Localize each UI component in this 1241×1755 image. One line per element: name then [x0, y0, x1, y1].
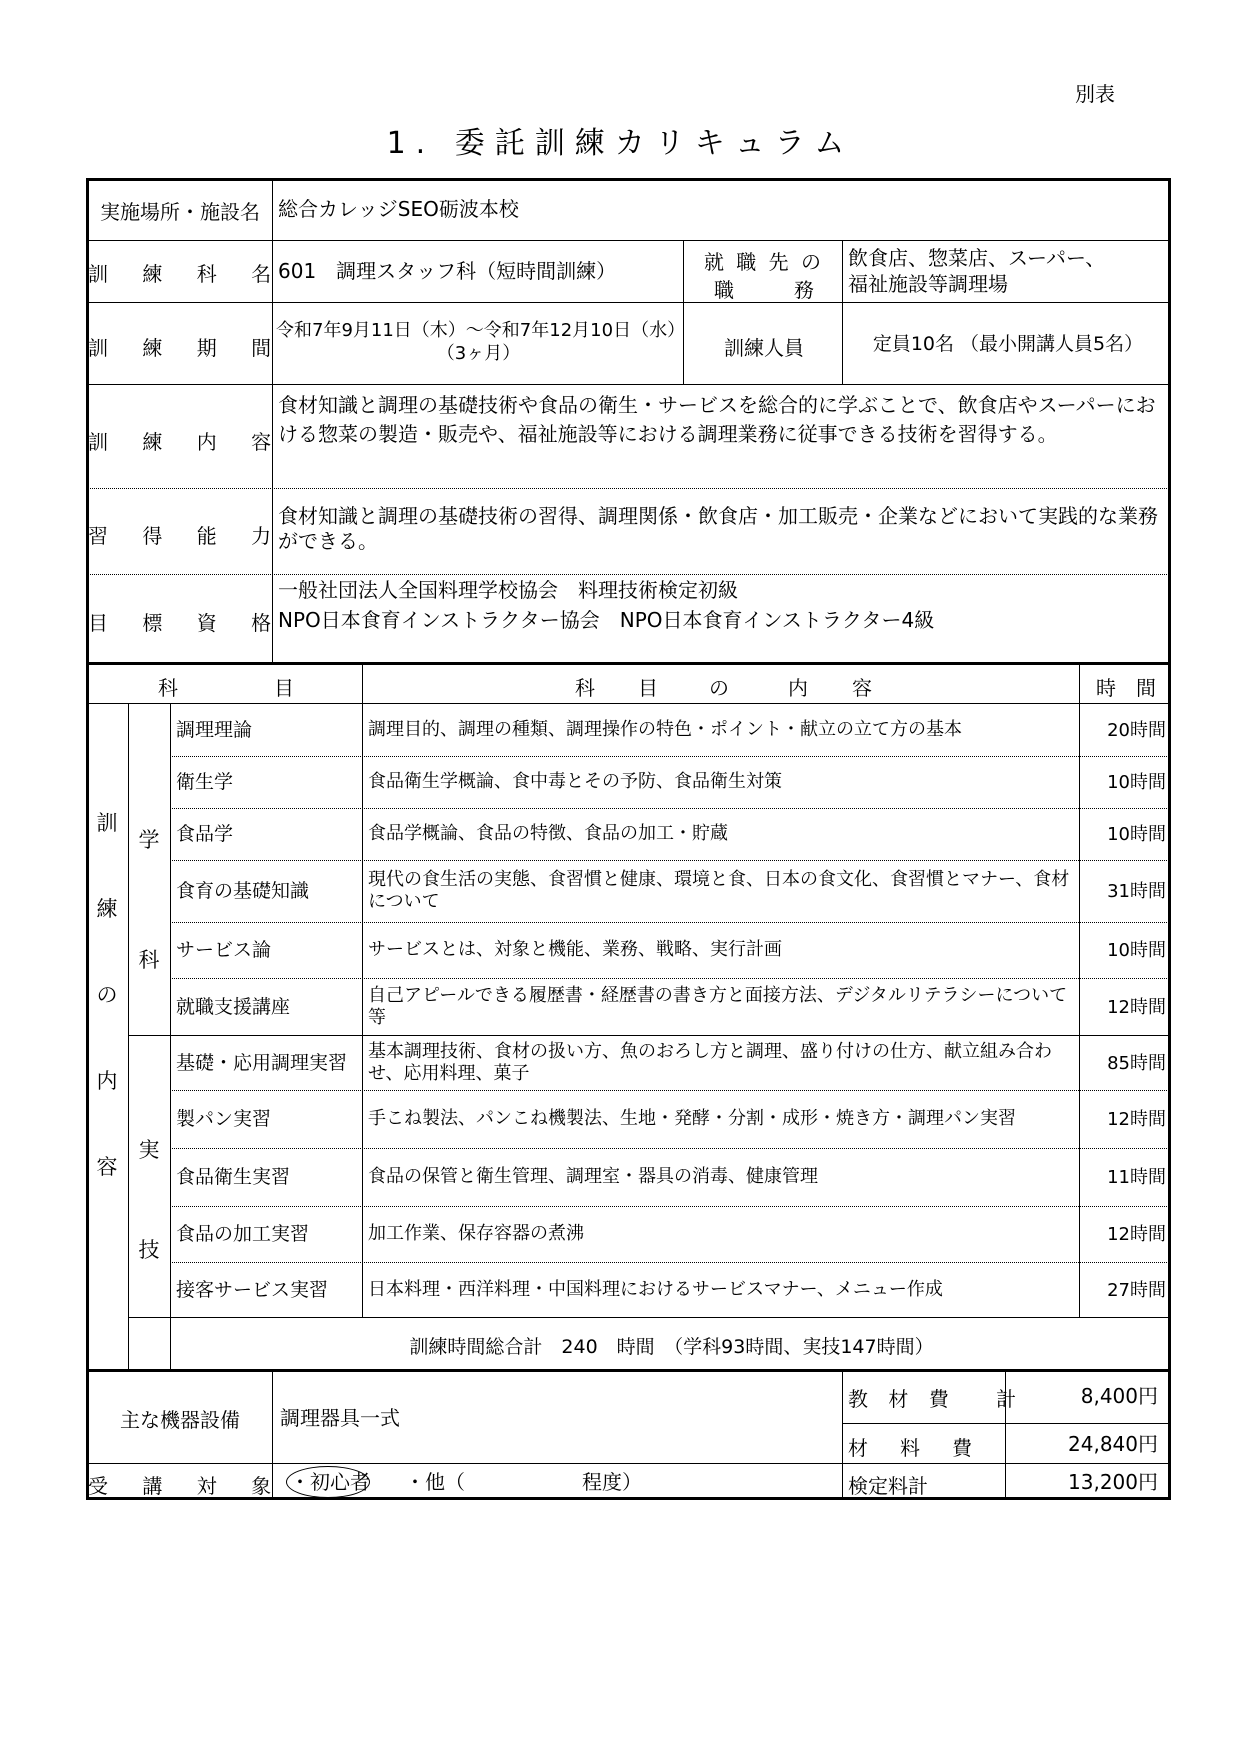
content-cell: 調理目的、調理の種類、調理操作の特色・ポイント・献立の立て方の基本	[368, 718, 962, 740]
hours-cell: 10時間	[1107, 940, 1166, 961]
col-hours: 時 間	[1096, 676, 1156, 700]
ability-label: 習 得 能 力	[88, 524, 286, 548]
content-cell: サービスとは、対象と機能、業務、戦略、実行計画	[368, 939, 782, 960]
subject-cell: 製パン実習	[176, 1108, 272, 1130]
hours-cell: 27時間	[1107, 1279, 1166, 1301]
group-outer-training-content	[92, 780, 122, 1210]
target-option-other: ・他（	[405, 1470, 465, 1494]
group-practice	[134, 1100, 164, 1300]
hours-cell: 12時間	[1107, 1109, 1166, 1130]
subject-cell: 食品の加工実習	[176, 1223, 310, 1245]
target-label: 受 講 対 象	[88, 1474, 286, 1498]
job-value-1: 飲食店、惣菜店、スーパー、	[848, 246, 1106, 270]
content-label: 訓 練 内 容	[88, 430, 286, 454]
subject-cell: 基礎・応用調理実習	[176, 1051, 348, 1074]
content-cell: 日本料理・西洋料理・中国料理におけるサービスマナー、メニュー作成	[368, 1278, 943, 1300]
group-theory-char: 学	[138, 828, 160, 852]
ability-value: 食材知識と調理の基礎技術の習得、調理関係・飲食店・加工販売・企業などにおいて実践的な業務ができる。	[278, 504, 1158, 553]
content-cell: 食品の保管と衛生管理、調理室・器具の消毒、健康管理	[368, 1166, 818, 1187]
qual-value-1: 一般社団法人全国料理学校協会 料理技術検定初級	[278, 578, 738, 602]
target-option-beginner: ・初心者	[290, 1470, 370, 1494]
trainees-label: 訓練人員	[724, 336, 804, 360]
hours-cell: 10時間	[1107, 772, 1166, 793]
col-subject-1: 科	[158, 676, 178, 700]
content-cell: 手こね製法、パンこね機製法、生地・発酵・分割・成形・焼き方・調理パン実習	[368, 1108, 1016, 1129]
job-value-2: 福祉施設等調理場	[848, 272, 1008, 296]
content-value: 食材知識と調理の基礎技術や食品の衛生・サービスを総合的に学ぶことで、飲食店やスーパーにおける惣菜の製造・販売や、福祉施設等における調理業務に従事できる技術を習得する。	[278, 393, 1156, 446]
textbook-label: 教 材 費 計	[848, 1387, 1024, 1411]
hours-cell: 85時間	[1107, 1052, 1166, 1074]
group-theory	[134, 780, 164, 1020]
period-label: 訓 練 期 間	[88, 336, 286, 360]
group-outer-char: 容	[96, 1155, 118, 1179]
job-label-2: 職 務	[714, 278, 814, 302]
period-value-1: 令和7年9月11日（木）～令和7年12月10日（水）	[276, 320, 686, 341]
subject-cell: 食品衛生実習	[176, 1166, 291, 1188]
target-option-level: 程度）	[582, 1470, 642, 1494]
material-value: 24,840円	[1068, 1432, 1158, 1456]
qual-label: 目 標 資 格	[88, 611, 286, 635]
subject-cell: 接客サービス実習	[176, 1278, 329, 1301]
subject-cell: 食品学	[176, 823, 234, 845]
page-title: 1. 委託訓練カリキュラム	[386, 126, 855, 161]
hours-cell: 31時間	[1107, 881, 1166, 902]
content-cell: 食品衛生学概論、食中毒とその予防、食品衛生対策	[368, 771, 782, 792]
content-cell: 加工作業、保存容器の煮沸	[368, 1223, 584, 1244]
annex-label: 別表	[1075, 82, 1115, 106]
group-outer-char: の	[96, 983, 118, 1007]
total-hours: 訓練時間総合計 240 時間 （学科93時間、実技147時間）	[409, 1336, 934, 1358]
content-cell: 現代の食生活の実態、食習慣と健康、環境と食、日本の食文化、食習慣とマナー、食材について	[368, 869, 1070, 912]
hours-cell: 12時間	[1107, 996, 1166, 1018]
facility-value: 総合カレッジSEO砺波本校	[278, 197, 519, 221]
hours-cell: 10時間	[1107, 824, 1166, 845]
subject-cell: 就職支援講座	[176, 995, 291, 1018]
subject-cell: サービス論	[176, 939, 272, 961]
content-cell: 基本調理技術、食材の扱い方、魚のおろし方と調理、盛り付けの仕方、献立組み合わせ、応用料理、菓子	[368, 1040, 1052, 1084]
content-cell: 自己アピールできる履歴書・経歴書の書き方と面接方法、デジタルリテラシーについて 等	[368, 984, 1068, 1028]
course-value: 601 調理スタッフ科（短時間訓練）	[278, 259, 617, 283]
qual-value-2: NPO日本食育インストラクター協会 NPO日本食育インストラクター4級	[278, 608, 935, 632]
subject-cell: 衛生学	[176, 771, 234, 793]
course-label: 訓 練 科 名	[88, 262, 286, 286]
equipment-label: 主な機器設備	[120, 1408, 240, 1432]
group-practice-char: 実	[138, 1138, 160, 1162]
group-practice-char: 技	[138, 1238, 160, 1262]
content-cell: 食品学概論、食品の特徴、食品の加工・貯蔵	[368, 823, 728, 844]
exam-value: 13,200円	[1068, 1470, 1158, 1494]
period-value-2: （3ヶ月）	[436, 343, 521, 364]
textbook-value: 8,400円	[1080, 1384, 1158, 1408]
hours-cell: 11時間	[1107, 1167, 1166, 1188]
facility-label: 実施場所・施設名	[100, 200, 260, 224]
hours-cell: 20時間	[1107, 719, 1166, 741]
subject-cell: 調理理論	[176, 718, 253, 741]
group-theory-char: 科	[138, 948, 160, 972]
job-label-1: 就 職 先 の	[703, 250, 825, 274]
col-content-4: 内	[788, 676, 808, 700]
group-outer-char: 訓	[96, 811, 118, 835]
col-content-3: の	[709, 676, 729, 700]
col-subject-2: 目	[274, 676, 294, 700]
col-content-5: 容	[852, 676, 872, 700]
subject-cell: 食育の基礎知識	[176, 880, 310, 902]
group-outer-char: 内	[96, 1069, 118, 1093]
material-label: 材 料 費	[848, 1436, 978, 1460]
trainees-value: 定員10名 （最小開講人員5名）	[872, 333, 1144, 355]
exam-label: 検定料計	[848, 1474, 928, 1498]
col-content-2: 目	[638, 676, 658, 700]
col-content-1: 科	[575, 676, 595, 700]
hours-cell: 12時間	[1107, 1224, 1166, 1245]
equipment-value: 調理器具一式	[280, 1406, 400, 1430]
group-outer-char: 練	[96, 897, 118, 921]
